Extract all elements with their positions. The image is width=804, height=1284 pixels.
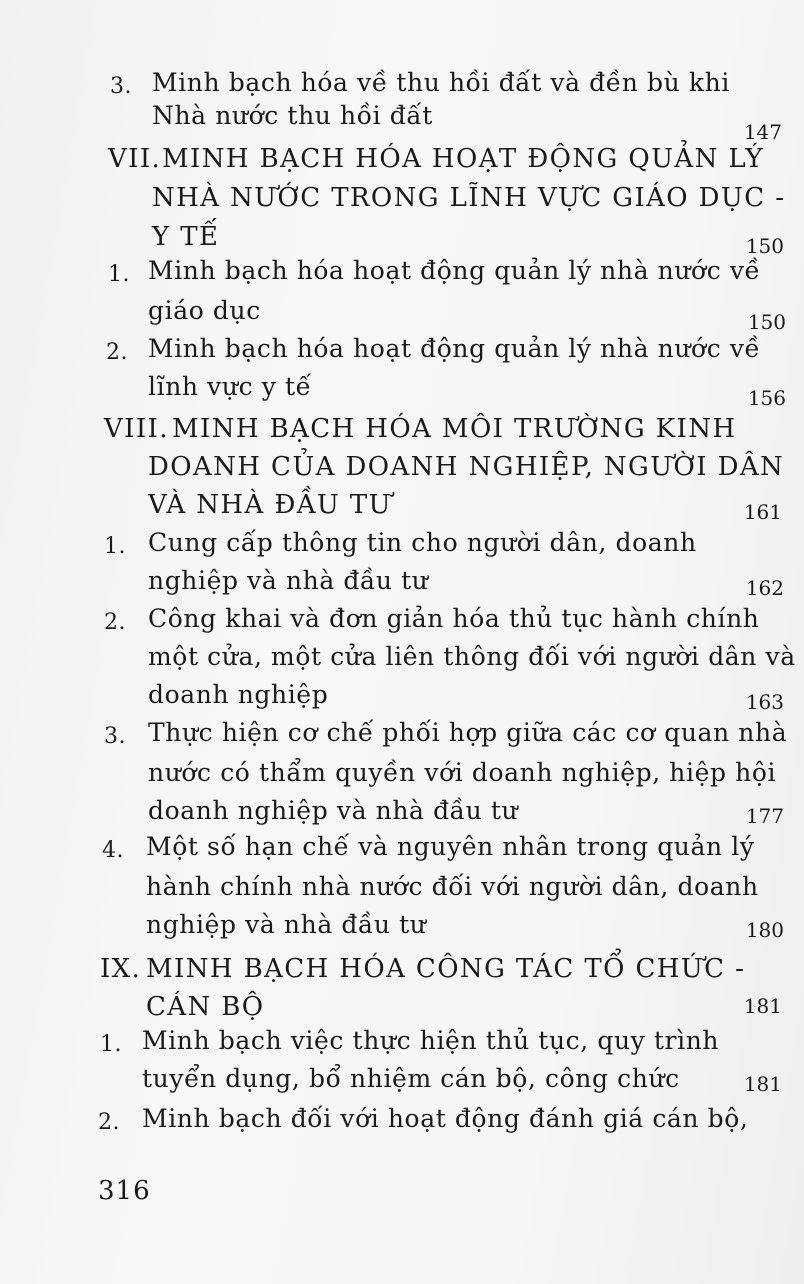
toc-entry-line: Công khai và đơn giản hóa thủ tục hành chính [148,604,760,633]
toc-section-line: DOANH CỦA DOANH NGHIỆP, NGƯỜI DÂN [148,452,785,482]
toc-entry-line: Nhà nước thu hồi đất [152,101,433,130]
toc-entry-line: giáo dục [148,296,261,325]
toc-entry-line: Cung cấp thông tin cho người dân, doanh [148,528,697,557]
toc-section-line: NHÀ NƯỚC TRONG LĨNH VỰC GIÁO DỤC - [152,183,786,213]
toc-page-number: 181 [743,994,782,1018]
toc-entry-line: một cửa, một cửa liên thông đối với người dân và [148,642,796,671]
toc-entry-line: Minh bạch hóa hoạt động quản lý nhà nước về [148,256,761,285]
toc-page-number: 150 [747,310,786,334]
toc-page-number: 161 [743,500,782,524]
toc-entry-line: Minh bạch đối với hoạt động đánh giá cán bộ, [142,1104,749,1133]
toc-page-number: 181 [743,1072,782,1096]
toc-page-number: 180 [745,918,784,942]
toc-entry-line: Minh bạch hóa về thu hồi đất và đền bù khi [152,68,730,97]
toc-entry-line: tuyển dụng, bổ nhiệm cán bộ, công chức [142,1064,680,1093]
toc-page-number: 162 [745,576,784,600]
toc-entry-line: Một số hạn chế và nguyên nhân trong quản lý [146,832,755,861]
toc-section-line: CÁN BỘ [146,992,265,1022]
toc-entry-number: 2. [104,610,126,635]
toc-section-line: VÀ NHÀ ĐẦU TƯ [148,490,392,520]
toc-entry-line: Minh bạch việc thực hiện thủ tục, quy trình [142,1026,720,1055]
toc-section-line: MINH BẠCH HÓA CÔNG TÁC TỔ CHỨC - [146,954,746,984]
toc-page-number: 147 [743,120,782,144]
toc-entry-number: 1. [100,1032,122,1057]
toc-entry-number: 2. [98,1110,120,1135]
toc-section-line: MINH BẠCH HÓA MÔI TRƯỜNG KINH [172,414,737,444]
toc-entry-line: Thực hiện cơ chế phối hợp giữa các cơ quan nhà [148,718,788,747]
toc-section-line: Y TẾ [152,222,220,252]
toc-entry-line: Minh bạch hóa hoạt động quản lý nhà nước về [148,334,761,363]
toc-page-number: 163 [745,690,784,714]
toc-entry-line: lĩnh vực y tế [148,372,312,401]
toc-entry-line: nghiệp và nhà đầu tư [148,566,429,595]
toc-section-line: MINH BẠCH HÓA HOẠT ĐỘNG QUẢN LÝ [162,144,764,174]
toc-entry-number: 1. [108,262,130,287]
toc-entry-number: 3. [104,724,126,749]
toc-entry-line: hành chính nhà nước đối với người dân, doanh [146,872,759,901]
page-number: 316 [98,1176,151,1206]
toc-section-number: IX. [100,954,142,984]
toc-page-number: 177 [745,804,784,828]
toc-section-number: VIII. [104,414,169,444]
toc-entry-line: nước có thẩm quyền với doanh nghiệp, hiệp hội [148,758,777,787]
toc-entry-number: 3. [110,74,132,99]
toc-entry-line: doanh nghiệp và nhà đầu tư [148,796,519,825]
toc-entry-line: doanh nghiệp [148,680,329,709]
toc-entry-number: 2. [106,340,128,365]
toc-entry-number: 4. [102,838,124,863]
toc-section-number: VII. [108,144,162,174]
toc-page-number: 156 [747,386,786,410]
toc-entry-number: 1. [104,534,126,559]
toc-page-number: 150 [745,234,784,258]
toc-entry-line: nghiệp và nhà đầu tư [146,910,427,939]
